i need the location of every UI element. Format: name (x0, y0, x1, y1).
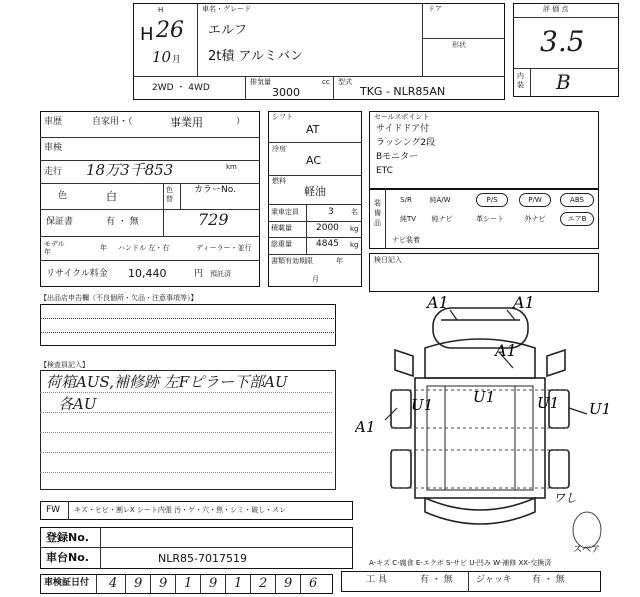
interior-label: 内装 (517, 72, 524, 89)
chassis-value: NLR85-7017519 (158, 552, 247, 565)
doc-month: 月 (312, 275, 319, 283)
inspector-line-2: 各AU (58, 395, 97, 413)
inspector-line-1: 荷箱AUS,補修跡 左Fピラー下部AU (46, 373, 288, 391)
damage-mark-right-side: U1 (589, 400, 612, 418)
displacement-unit: cc (322, 78, 330, 86)
displacement-label: 排気量 (250, 78, 271, 86)
equip-tv: 純TV (399, 215, 417, 223)
wheel-fl (391, 390, 411, 428)
first-reg-digit: 9 (284, 576, 293, 591)
first-reg-digit: 4 (109, 576, 118, 591)
door-label: ドア (428, 5, 442, 13)
sales-points-label: セールスポイント (374, 113, 430, 121)
rear-outline (425, 498, 535, 524)
seller-notes-box (40, 304, 336, 346)
fw-label: FW (46, 505, 61, 515)
vehicle-damage-diagram (355, 290, 635, 560)
history-options: 自家用・（ (92, 117, 133, 127)
remarks-box (369, 253, 599, 292)
first-reg-digit: 6 (309, 576, 318, 591)
first-reg-digit: 9 (209, 576, 218, 591)
spare-handwritten-mark: ワし (553, 491, 578, 505)
first-reg-digit: 9 (159, 576, 168, 591)
grade: 2t積 アルミバン (208, 49, 303, 64)
damage-legend: A-キズ C-腐食 E-エクボ S-サビ U-凹み W-補修 XX-交換済 (369, 559, 552, 567)
inspection-label: 車検 (44, 143, 63, 153)
model-value: TKG - NLR85AN (360, 85, 446, 98)
drive-label: 2WD ・ 4WD (152, 83, 210, 93)
equip-nav: 純ナビ (431, 215, 453, 223)
model-year-unit: 年 (100, 244, 107, 252)
damage-mark-right-door: U1 (537, 394, 560, 412)
model-label: 型式 (338, 78, 352, 86)
spare-tire-icon (573, 512, 601, 548)
color-swap-label: 色替 (166, 186, 173, 203)
doc-year: 年 (336, 257, 343, 265)
ac-value: AC (306, 154, 322, 167)
damage-mark-left-side: A1 (355, 418, 376, 436)
first-reg-digit: 1 (234, 576, 243, 591)
year-era-label: H (158, 6, 164, 14)
fuel-label: 燃料 (272, 177, 286, 185)
first-reg-label: 車検証日付 (44, 578, 90, 588)
equip-alloy-wheel: 純A/W (429, 196, 451, 204)
damage-mark-center: U1 (473, 388, 496, 406)
color-no-label: カラーNo. (194, 185, 236, 195)
car-name: エルフ (208, 23, 248, 38)
remarks-label: 検日記入 (374, 256, 402, 264)
chassis-label: 車台No. (46, 551, 89, 564)
recycle-note: 預託済 (210, 270, 231, 278)
recycle-unit: 円 (194, 269, 204, 279)
month-value: 10 (152, 48, 172, 66)
capacity-unit: 名 (351, 208, 358, 216)
mileage-unit: km (226, 163, 237, 171)
body-type-label: 形状 (452, 41, 466, 49)
tools-label: 工 具 (366, 575, 387, 585)
sales-point-2: ラッシング2段 (376, 138, 436, 148)
warranty-options: 有 ・ 無 (106, 217, 139, 227)
history-label: 車歴 (44, 117, 63, 127)
equip-pw-circled: P/W (519, 193, 551, 207)
load-unit: kg (350, 225, 359, 233)
left-mirror (395, 350, 413, 376)
damage-mark-left-door: U1 (411, 396, 434, 414)
doc-label: 書類有効期限 (271, 257, 313, 265)
capacity-value: 3 (328, 207, 334, 217)
color-label: 色 (58, 191, 68, 201)
shift-label: シフト (272, 113, 293, 121)
reg-label: 登録No. (46, 531, 89, 544)
sales-point-3: Bモニター (376, 152, 419, 162)
year-value: 26 (156, 18, 184, 43)
color-value: 白 (106, 190, 117, 203)
spare-label: スペア (573, 545, 601, 555)
score-label: 評 価 点 (543, 5, 569, 13)
tools-options: 有 ・ 無 (420, 575, 453, 585)
warranty-label: 保証書 (46, 217, 74, 227)
sales-points-box (369, 111, 599, 190)
first-reg-digit: 9 (134, 576, 143, 591)
car-name-label: 車名・グレード (202, 5, 251, 13)
equip-ps-circled: P/S (476, 193, 508, 207)
jack-options: 有 ・ 無 (532, 575, 565, 585)
gross-unit: kg (350, 241, 359, 249)
equip-nav-installed: ナビ装着 (392, 236, 420, 244)
damage-mark-cab: A1 (495, 341, 517, 360)
gross-label: 総重量 (271, 240, 292, 248)
equip-abs-circled: ABS (560, 193, 594, 207)
month-unit: 月 (172, 55, 182, 65)
first-reg-digit: 1 (184, 576, 193, 591)
displacement-value: 3000 (272, 86, 300, 99)
gross-value: 4845 (316, 239, 339, 249)
sales-point-1: サイドドア付 (376, 124, 430, 134)
inspector-label: 【検査員記入】 (40, 361, 89, 369)
recycle-value: 10,440 (128, 267, 167, 280)
jack-label: ジャッキ (476, 575, 512, 585)
history-value: 事業用 (170, 116, 203, 129)
color-no-value: 729 (198, 210, 229, 229)
mileage-handwritten: 18万3千853 (86, 161, 174, 179)
capacity-label: 乗車定員 (271, 208, 299, 216)
equipment-label: 装備品 (374, 199, 381, 227)
damage-mark-roof-left: A1 (427, 293, 449, 312)
equip-airbag-circled: エアB (560, 212, 594, 226)
history-close: ） (236, 117, 246, 127)
equip-leather: 革シート (476, 215, 504, 223)
fw-items: キズ・ヒビ・割レX シート内張 汚・ゲ・穴・焦・シミ・破し・スレ (74, 506, 287, 514)
interior-value: B (556, 70, 571, 94)
wheel-rl (391, 450, 411, 488)
damage-mark-roof-right: A1 (513, 293, 535, 312)
ac-label: 冷房 (272, 145, 286, 153)
sales-point-4: ETC (376, 166, 393, 176)
dealer-label: ディーラー・並行 (196, 244, 252, 252)
shift-value: AT (306, 123, 320, 136)
year-era: H (140, 24, 154, 45)
seller-notes-label: 【出品店申告欄（不良個所・欠品・注意事項等）】 (40, 294, 198, 302)
handle-label: ハンドル 左・右 (118, 244, 170, 252)
mileage-label: 走行 (44, 167, 63, 177)
load-value: 2000 (316, 223, 339, 233)
right-mirror (547, 350, 565, 376)
recycle-label: リサイクル料金 (46, 269, 108, 279)
equip-sr: S/R (400, 196, 412, 204)
load-label: 積載量 (271, 224, 292, 232)
fuel-value: 軽油 (304, 185, 326, 198)
score-value: 3.5 (540, 25, 585, 58)
first-reg-digit: 2 (259, 576, 268, 591)
model-year-label: モデル年 (44, 240, 65, 256)
equip-aftermarket-nav: 外ナビ (524, 215, 546, 223)
wheel-rr (549, 450, 569, 488)
